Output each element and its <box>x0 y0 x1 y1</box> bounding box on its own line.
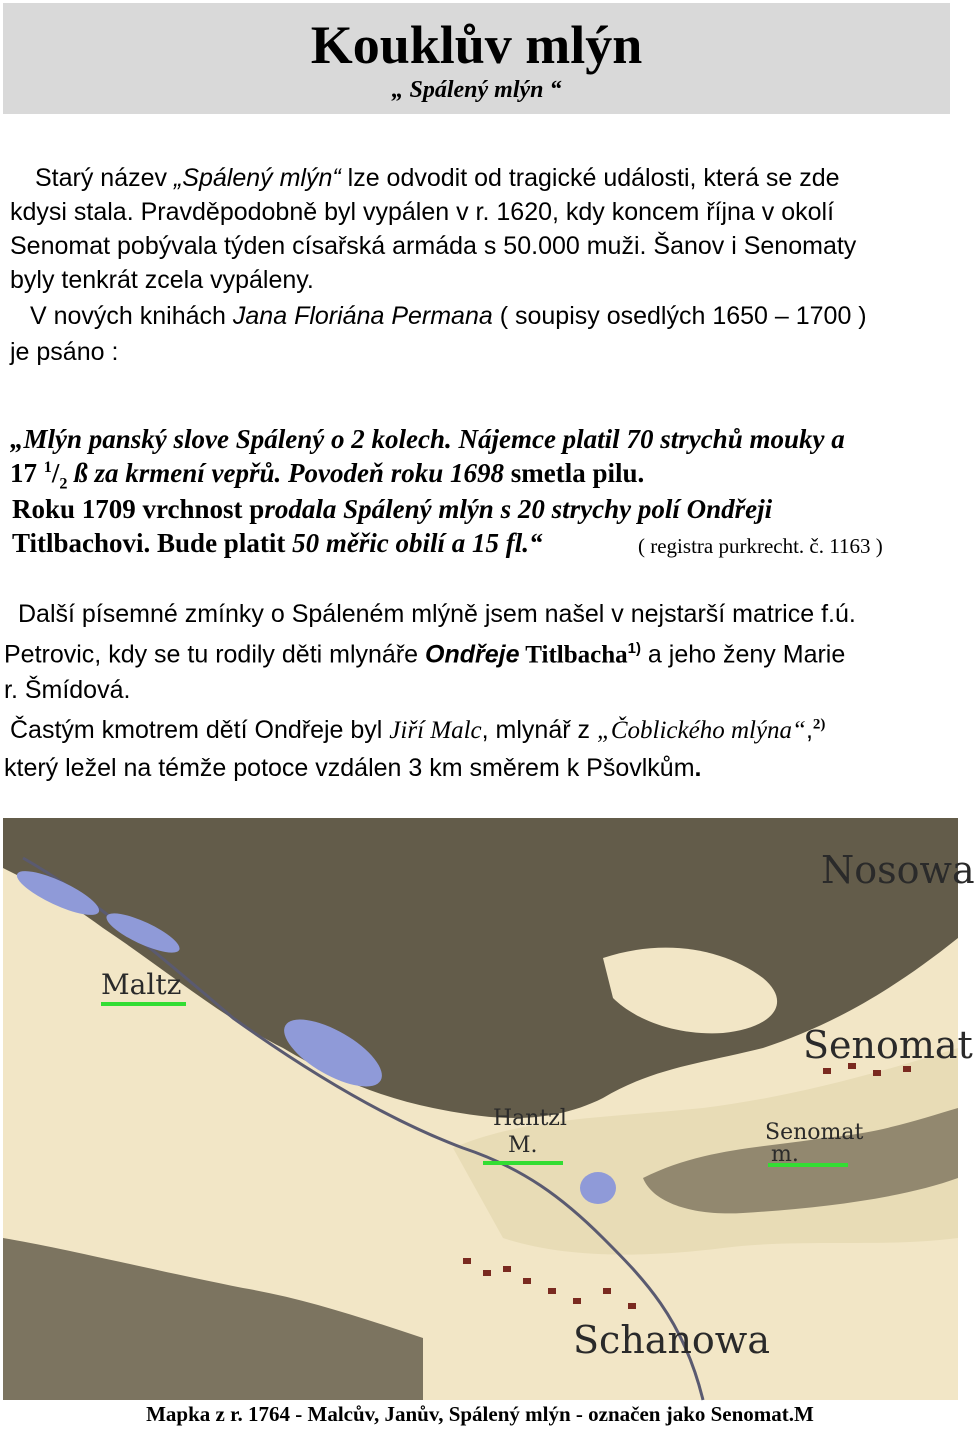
quote-source: ( registra purkrecht. č. 1163 ) <box>638 534 883 558</box>
intro-text: ( soupisy osedlých 1650 – 1700 ) <box>492 302 867 330</box>
map-label-senomat-mill: Senomat <box>765 1120 864 1145</box>
old-name: „Spálený mlýn“ <box>173 164 341 192</box>
intro-line-1 <box>35 164 840 193</box>
quote-line-2 <box>10 458 644 493</box>
title-box <box>3 3 950 114</box>
quote-text: Titlbachovi. Bude platit <box>12 528 293 558</box>
para-text: Petrovic, kdy se tu rodily děti mlynáře <box>4 640 425 669</box>
mill-name: „Čoblického mlýna“ <box>596 717 806 744</box>
fraction-denominator: 2 <box>59 474 68 493</box>
quote-text: 50 měřic obilí a 15 fl.“ <box>292 528 543 558</box>
intro-line-3: Senomat pobývala týden císařská armáda s 50.000 muži. Šanov i Senomaty <box>10 232 857 260</box>
para-text: , <box>805 716 813 744</box>
historical-map <box>3 818 975 1400</box>
intro-text: Starý název <box>35 164 174 192</box>
intro-text: V nových knihách <box>30 302 233 330</box>
map-label-hantzl: Hantzl <box>493 1106 567 1131</box>
map-label-nosowa: Nosowa <box>821 848 975 892</box>
quote-text: 17 <box>10 458 44 488</box>
page-subtitle: „ Spálený mlýn “ <box>391 77 562 103</box>
map-label-senomat-mill-m: m. <box>771 1142 799 1167</box>
intro-line-6: je psáno : <box>10 338 119 366</box>
para-text: a jeho ženy Marie <box>640 640 846 669</box>
para2-line-2 <box>4 640 845 669</box>
intro-line-2: kdysi stala. Pravděpodobně byl vypálen v r. 1620, kdy koncem října v okolí <box>10 198 835 226</box>
footnote-ref-2: 2) <box>812 716 826 733</box>
para-text: Častým kmotrem dětí Ondřeje byl <box>10 716 390 744</box>
para2-line-1: Další písemné zmínky o Spáleném mlýně jsem našel v nejstarší matrice f.ú. <box>18 600 856 628</box>
fraction-slash: / <box>51 458 60 488</box>
quote-text: smetla pilu. <box>503 458 645 488</box>
godfather-name: Jiří Malc <box>389 717 482 744</box>
quote-text: ß za krmení vepřů. Povodeň roku 1698 <box>67 458 504 488</box>
quote-line-3 <box>12 494 772 525</box>
footnote-ref-1: 1) <box>627 640 641 657</box>
para-text: , mlynář z <box>481 716 597 744</box>
intro-line-5 <box>30 302 867 331</box>
pond-4 <box>580 1172 616 1204</box>
quote-line-4 <box>12 528 543 559</box>
quote-line-1: „Mlýn panský slove Spálený o 2 kolech. Nájemce platil 70 strychů mouky a <box>10 424 845 454</box>
page-title: Kouklův mlýn <box>310 15 643 75</box>
para2-line-3: r. Šmídová. <box>4 676 131 704</box>
para2-line-5 <box>4 754 702 783</box>
map-drawing <box>3 818 958 1400</box>
quote-text: rodala Spálený mlýn s 20 strychy polí Ondřeji <box>264 494 773 524</box>
miller-surname: Titlbacha <box>519 641 628 669</box>
map-label-schanowa: Schanowa <box>573 1318 770 1362</box>
para-text: . <box>694 754 702 782</box>
quote-text: Roku 1709 vrchnost p <box>12 494 265 524</box>
miller-name: Ondřeje <box>425 640 520 669</box>
para-text: který ležel na témže potoce vzdálen 3 km směrem k Pšovlkům <box>4 754 695 782</box>
intro-line-4: byly tenkrát zcela vypáleny. <box>10 266 314 294</box>
map-caption: Mapka z r. 1764 - Malcův, Janův, Spálený mlýn - označen jako Senomat.M <box>146 1402 814 1426</box>
fraction-numerator: 1 <box>43 458 52 476</box>
intro-text: lze odvodit od tragické události, která se zde <box>340 164 840 192</box>
map-label-senomat: Senomat <box>803 1023 973 1067</box>
author-name: Jana Floriána Permana <box>232 302 493 330</box>
para2-line-4 <box>10 716 825 745</box>
map-label-maltz: Maltz <box>101 968 182 1001</box>
map-label-hantzl-m: M. <box>508 1133 538 1158</box>
